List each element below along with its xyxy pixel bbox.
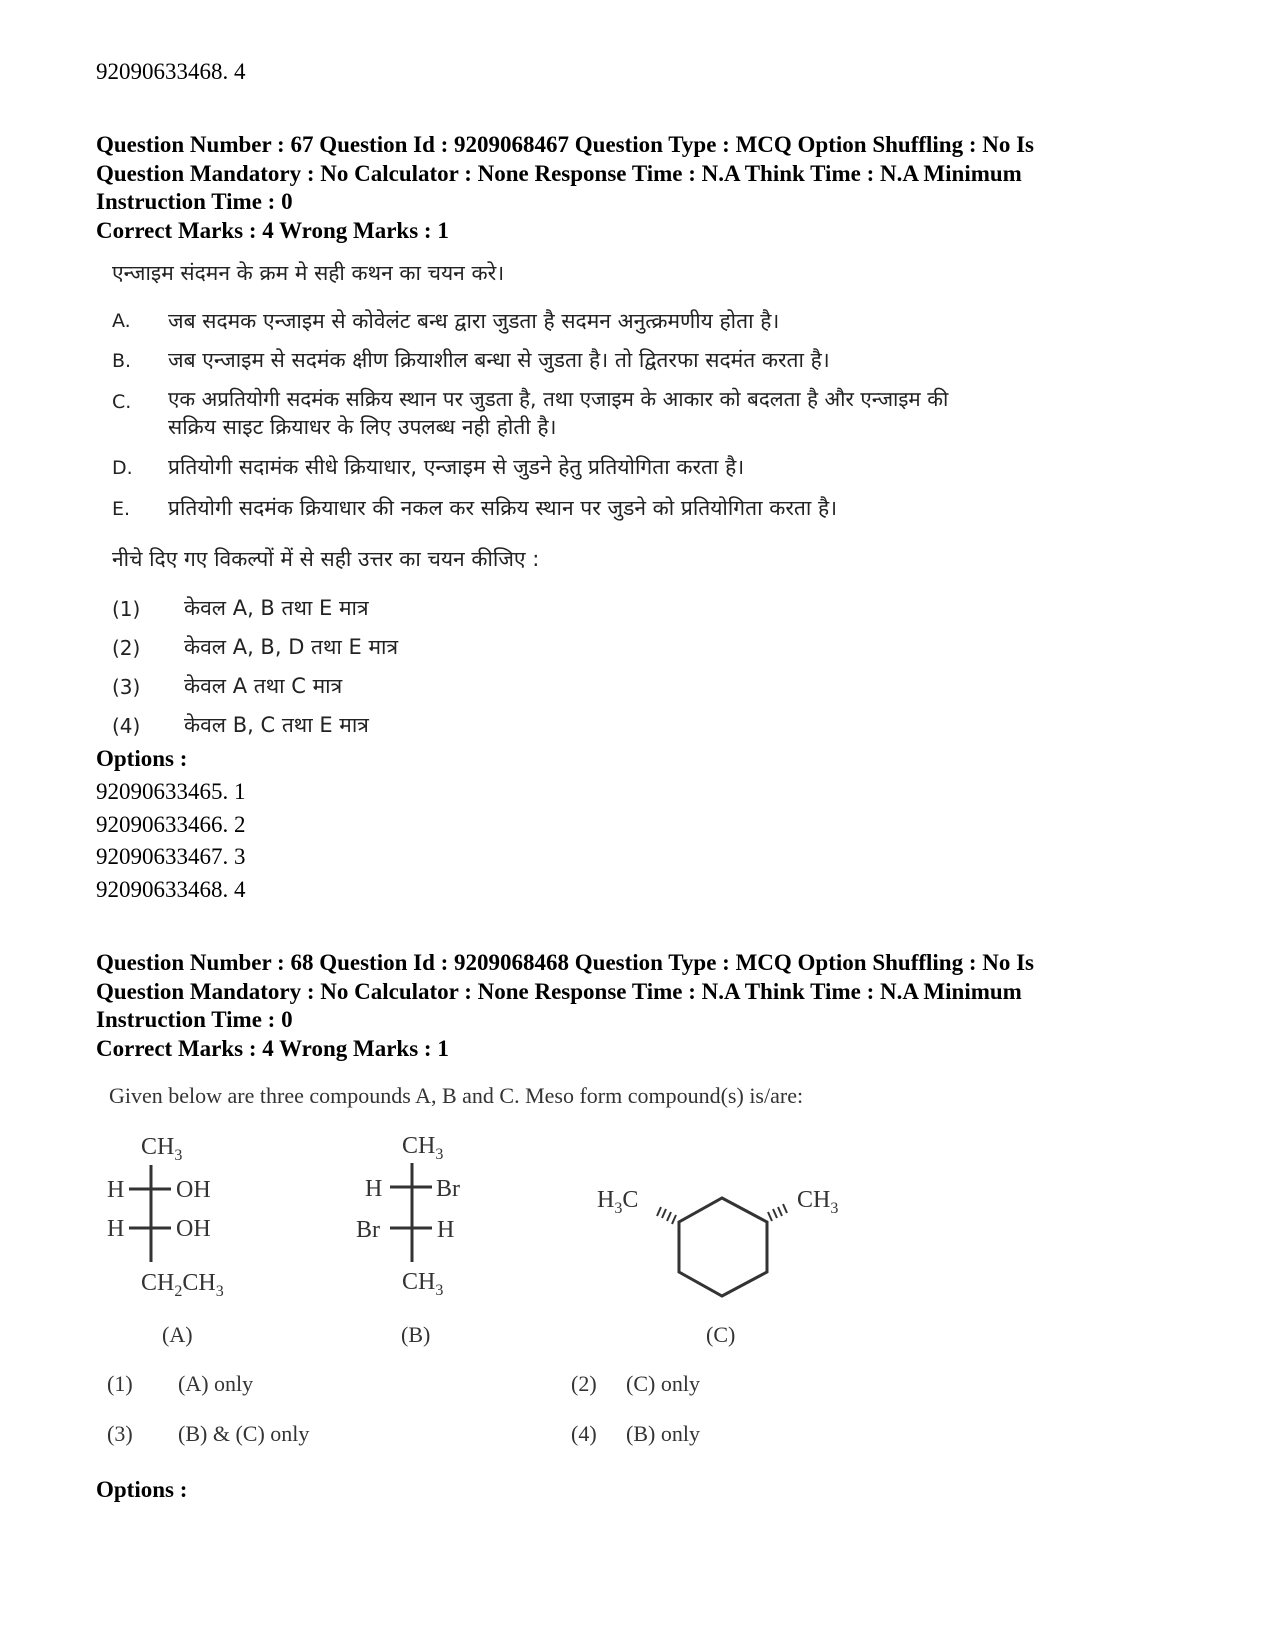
q67-statement-a-label: A.	[112, 310, 131, 332]
compound-b-structure	[356, 1133, 460, 1299]
q68-answer-1: (A) only	[178, 1371, 254, 1396]
compound-c-label: (C)	[706, 1322, 736, 1347]
q67-statement-d: प्रतियोगी सदामंक सीधे क्रियाधार, एन्जाइम से जुडने हेतु प्रतियोगिता करता है।	[168, 455, 745, 479]
q68-header-line-2: Question Mandatory : No Calculator : None Response Time : N.A Think Time : N.A Minimum	[96, 978, 1022, 1004]
q67-header-line-3: Instruction Time : 0	[96, 189, 293, 214]
q67-marks: Correct Marks : 4 Wrong Marks : 1	[96, 218, 449, 243]
q68-stem: Given below are three compounds A, B and C. Meso form compound(s) is/are:	[109, 1083, 804, 1108]
compound-a-structure	[107, 1134, 224, 1300]
q67-answer-2: केवल A, B, D तथा E मात्र	[184, 635, 399, 659]
svg-text:Br: Br	[436, 1176, 460, 1202]
q68-header-line-3: Instruction Time : 0	[96, 1007, 293, 1032]
svg-text:CH3: $CH_3$	[141, 1134, 183, 1164]
q67-option-id-2: 92090633466. 2	[96, 812, 246, 837]
q68-header-line-1: Question Number : 68 Question Id : 9209068468 Question Type : MCQ Option Shuffling : No Is	[96, 950, 1035, 975]
q68-answer-3-num: (3)	[107, 1421, 133, 1446]
svg-text:H: H	[107, 1177, 125, 1203]
q67-answer-3: केवल A तथा C मात्र	[184, 674, 343, 698]
compound-b-label: (B)	[401, 1322, 431, 1347]
q68-answer-2-num: (2)	[571, 1371, 597, 1396]
q68-answer-4-num: (4)	[571, 1421, 597, 1446]
q67-header-line-1: Question Number : 67 Question Id : 9209068467 Question Type : MCQ Option Shuffling : No Is	[96, 132, 1035, 157]
q67-answer-2-num: (2)	[112, 636, 141, 660]
q67-statement-c: एक अप्रतियोगी सदमंक सक्रिय स्थान पर जुडता है, तथा एजाइम के आकार को बदलता है और एन्जाइम की	[168, 387, 949, 411]
q67-statement-e-label: E.	[112, 498, 131, 520]
svg-text:CH3: $CH_3$	[797, 1187, 839, 1217]
q68-answer-4: (B) only	[626, 1421, 700, 1446]
q67-statement-d-label: D.	[112, 457, 133, 479]
svg-text:Br: Br	[356, 1217, 380, 1243]
q68-options-label: Options :	[96, 1477, 188, 1502]
svg-text:OH: OH	[176, 1216, 211, 1242]
q67-answer-1: केवल A, B तथा E मात्र	[184, 596, 369, 620]
q67-option-id-1: 92090633465. 1	[96, 779, 246, 804]
q67-statement-e: प्रतियोगी सदमंक क्रियाधार की नकल कर सक्रिय स्थान पर जुडने को प्रतियोगिता करता है।	[168, 496, 838, 520]
q67-option-id-3: 92090633467. 3	[96, 844, 246, 869]
q67-statement-c-continued: सक्रिय साइट क्रियाधर के लिए उपलब्ध नही होती है।	[168, 415, 557, 439]
q67-header-line-2: Question Mandatory : No Calculator : None Response Time : N.A Think Time : N.A Minimum	[96, 160, 1022, 186]
q67-answer-4-num: (4)	[112, 714, 141, 738]
q67-statement-a: जब सदमक एन्जाइम से कोवेलंट बन्ध द्वारा जुडता है सदमन अनुत्क्रमणीय होता है।	[168, 309, 780, 333]
q68-answer-1-num: (1)	[107, 1371, 133, 1396]
q67-statement-b-label: B.	[112, 350, 132, 372]
svg-text:CH3: $CH_3$	[402, 1133, 444, 1163]
q67-statement-b: जब एन्जाइम से सदमंक क्षीण क्रियाशील बन्धा से जुडता है। तो द्वितरफा सदमंत करता है।	[168, 348, 830, 372]
svg-text:H: H	[437, 1217, 455, 1243]
q68-answer-3: (B) & (C) only	[178, 1421, 310, 1446]
svg-text:CH2CH3: $CH_2CH_3$	[141, 1270, 224, 1300]
svg-text:H: H	[365, 1176, 383, 1202]
q67-option-id-4: 92090633468. 4	[96, 877, 246, 902]
svg-text:H3C: $H_3C$	[597, 1187, 639, 1217]
q68-answer-2: (C) only	[626, 1371, 700, 1396]
q68-marks: Correct Marks : 4 Wrong Marks : 1	[96, 1036, 449, 1061]
svg-text:CH3: $CH_3$	[402, 1269, 444, 1299]
q67-answer-4: केवल B, C तथा E मात्र	[184, 713, 369, 737]
q67-options-label: Options :	[96, 746, 188, 771]
q67-choose-prompt: नीचे दिए गए विकल्पों में से सही उत्तर का चयन कीजिए :	[112, 547, 540, 571]
svg-text:H: H	[107, 1216, 125, 1242]
compound-c-structure	[597, 1187, 838, 1296]
compound-a-label: (A)	[162, 1322, 193, 1347]
q67-stem: एन्जाइम संदमन के क्रम मे सही कथन का चयन करे।	[112, 261, 505, 285]
previous-answer-id: 92090633468. 4	[96, 59, 246, 84]
q67-answer-1-num: (1)	[112, 597, 141, 621]
svg-text:OH: OH	[176, 1177, 211, 1203]
q67-statement-c-label: C.	[112, 391, 132, 413]
q67-answer-3-num: (3)	[112, 675, 141, 699]
